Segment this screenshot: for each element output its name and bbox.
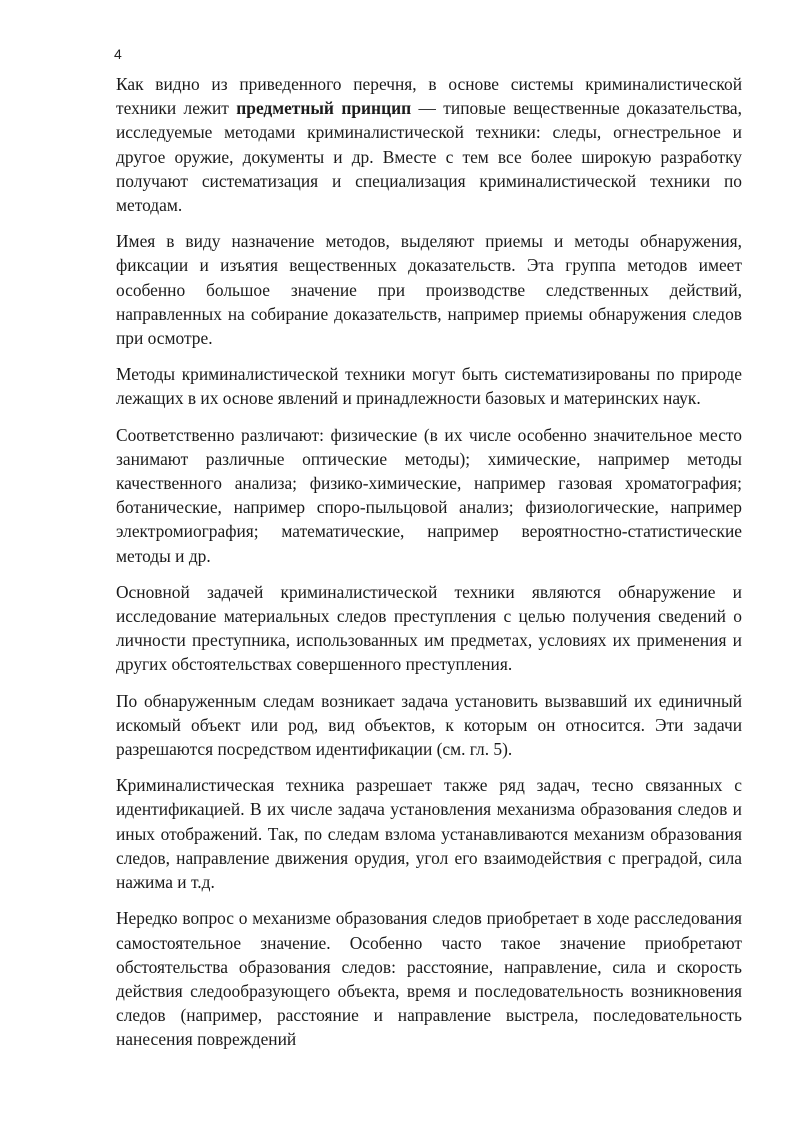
paragraph-5: Основной задачей криминалистической техники являются обнаружение и исследование материальных следов преступления с целью получения сведений о личности преступника, использованных им предметах, условиях их применения и других обстоятельствах совершенного преступления. bbox=[116, 581, 742, 675]
paragraph-7: Криминалистическая техника разрешает также ряд задач, тесно связанных с идентификацией. В их числе задача установления механизма образования следов и иных отображений. Так, по следам взлома устанавливаются механизм образования следов, направление движения орудия, угол его взаимодействия с преградой, сила нажима и т.д. bbox=[116, 775, 742, 893]
page-number: 4 bbox=[114, 46, 122, 62]
paragraph-1-bold-term: предметный принцип bbox=[236, 98, 412, 119]
paragraph-6: По обнаруженным следам возникает задача установить вызвавший их единичный искомый объект или род, вид объектов, к которым он относится. Эти задачи разрешаются посредством идентификации (см. гл. 5). bbox=[116, 690, 742, 760]
paragraph-4: Соответственно различают: физические (в их числе особенно значительное место занимают различные оптические методы); химические, например методы качественного анализа; физико-химические, например газовая хроматография; ботанические, например споро-пыльцовой анализ; физиологические, например электромиография; математические, например вероятностно-статистические методы и др. bbox=[116, 424, 742, 566]
paragraph-2: Имея в виду назначение методов, выделяют приемы и методы обнаружения, фиксации и изъятия вещественных доказательств. Эта группа методов имеет особенно большое значение при производстве следственных действий, направленных на собирание доказательств, например приемы обнаружения следов при осмотре. bbox=[116, 231, 742, 349]
paragraph-1-text-after: — типовые вещественные доказательства, исследуемые методами криминалистической техники: следы, огнестрельное и другое оружие, документы и др. Вместе с тем все более широкую разработку получают систематизация и специализация криминалистической техники по методам. bbox=[116, 98, 743, 216]
document-body bbox=[116, 72, 742, 1052]
paragraph-1 bbox=[116, 72, 742, 217]
paragraph-8: Нередко вопрос о механизме образования следов приобретает в ходе расследования самостоятельное значение. Особенно часто такое значение приобретают обстоятельства образования следов: расстояние, направление, сила и скорость действия следообразующего объекта, время и последовательность возникновения следов (например, расстояние и направление выстрела, последовательность нанесения повреждений bbox=[116, 908, 742, 1050]
paragraph-3: Методы криминалистической техники могут быть систематизированы по природе лежащих в их основе явлений и принадлежности базовых и материнских наук. bbox=[116, 364, 742, 409]
paragraph-1-text-before: Как видно из приведенного перечня, в основе системы криминалистической техники лежит bbox=[116, 74, 742, 119]
